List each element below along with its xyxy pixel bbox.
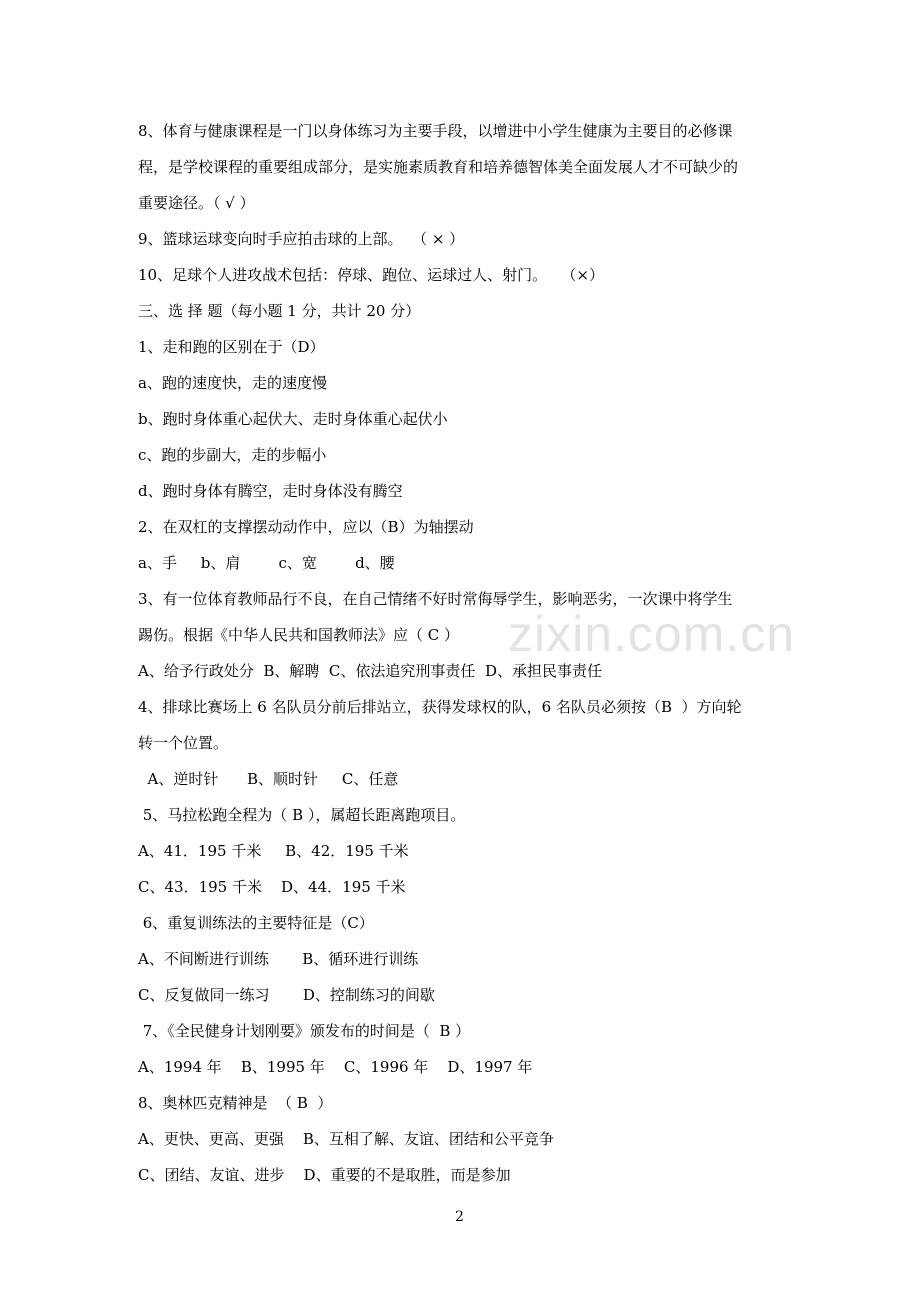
question-line: 转一个位置。 <box>138 734 229 752</box>
watermark: zixin.com.cn <box>508 606 796 662</box>
section-heading: 三、选 择 题（每小题 1 分，共计 20 分） <box>138 302 421 320</box>
option-line: C、团结、友谊、进步 D、重要的不是取胜，而是参加 <box>138 1166 511 1184</box>
page-number: 2 <box>455 1209 464 1225</box>
text-line: 8、体育与健康课程是一门以身体练习为主要手段，以增进中小学生健康为主要目的必修课 <box>138 122 733 140</box>
option-line: A、不间断进行训练 B、循环进行训练 <box>138 950 419 968</box>
option-line: C、反复做同一练习 D、控制练习的间歇 <box>138 986 435 1004</box>
option-line: d、跑时身体有腾空，走时身体没有腾空 <box>138 482 403 500</box>
question-line: 7、《全民健身计划刚要》颁发布的时间是（ B ） <box>138 1022 471 1040</box>
question-line: 踢伤。根据《中华人民共和国教师法》应（ C ） <box>138 626 460 644</box>
option-line: C、43．195 千米 D、44．195 千米 <box>138 878 406 896</box>
option-line: b、跑时身体重心起伏大、走时身体重心起伏小 <box>138 410 448 428</box>
question-line: 1、走和跑的区别在于（D） <box>138 338 325 356</box>
question-line: 4、排球比赛场上 6 名队员分前后排站立，获得发球权的队，6 名队员必须按（B ）方向轮 <box>138 698 742 716</box>
question-line: 8、奥林匹克精神是 （ B ） <box>138 1094 333 1112</box>
option-line: A、41．195 千米 B、42．195 千米 <box>138 842 409 860</box>
option-line: a、手 b、肩 c、宽 d、腰 <box>138 554 395 572</box>
option-line: A、更快、更高、更强 B、互相了解、友谊、团结和公平竞争 <box>138 1130 554 1148</box>
question-line: 3、有一位体育教师品行不良，在自己情绪不好时常侮辱学生，影响恶劣，一次课中将学生 <box>138 590 733 608</box>
option-line: A、逆时针 B、顺时针 C、任意 <box>138 770 399 788</box>
question-line: 5、马拉松跑全程为（ B ），属超长距离跑项目。 <box>138 806 466 824</box>
question-line: 6、重复训练法的主要特征是（C） <box>138 914 374 932</box>
option-line: A、给予行政处分 B、解聘 C、依法追究刑事责任 D、承担民事责任 <box>138 662 602 680</box>
option-line: A、1994 年 B、1995 年 C、1996 年 D、1997 年 <box>138 1058 533 1076</box>
text-line: 10、足球个人进攻战术包括：停球、跑位、运球过人、射门。 （×） <box>138 266 604 284</box>
option-line: c、跑的步副大，走的步幅小 <box>138 446 327 464</box>
text-line: 程，是学校课程的重要组成部分，是实施素质教育和培养德智体美全面发展人才不可缺少的 <box>138 158 739 176</box>
text-line: 9、篮球运球变向时手应拍击球的上部。 （ × ） <box>138 230 465 248</box>
text-line: 重要途径。（ √ ） <box>138 194 255 212</box>
option-line: a、跑的速度快，走的速度慢 <box>138 374 327 392</box>
question-line: 2、在双杠的支撑摆动动作中，应以（B）为轴摆动 <box>138 518 474 536</box>
